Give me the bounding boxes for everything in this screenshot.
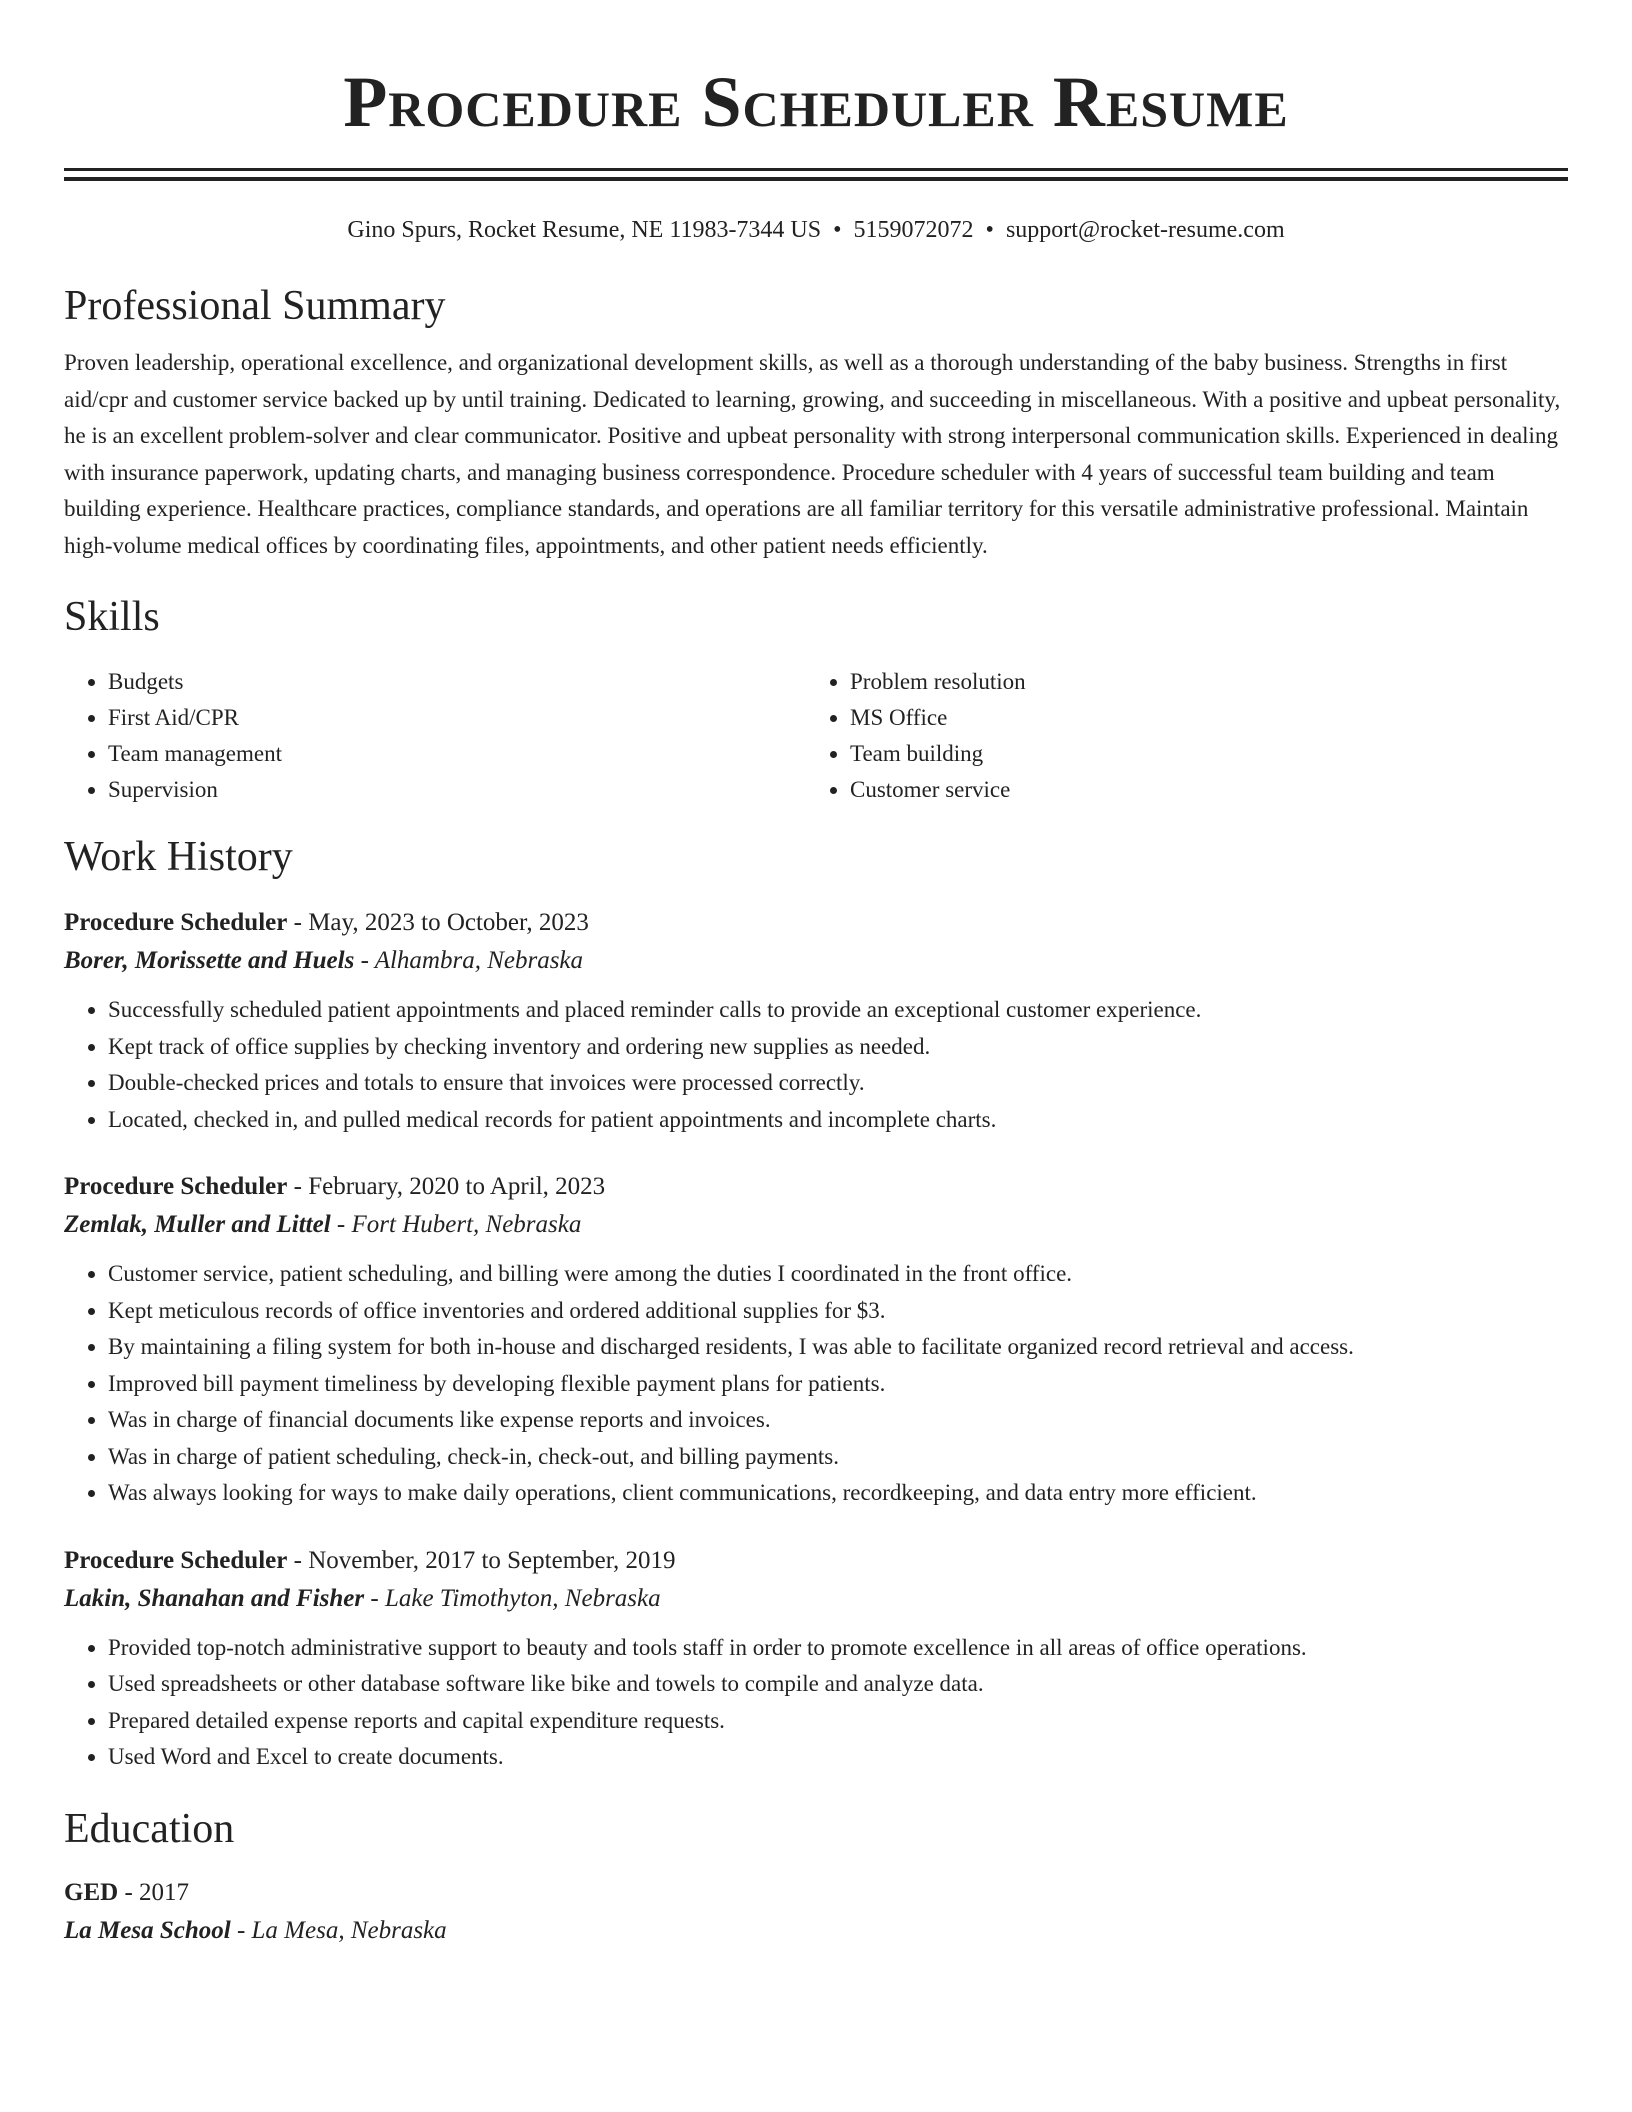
page-title: Procedure Scheduler Resume [343, 62, 1289, 142]
company-location: Lake Timothyton, Nebraska [384, 1584, 661, 1612]
job-dates: November, 2017 to September, 2019 [308, 1546, 676, 1574]
skill-item: • Budgets [108, 664, 806, 700]
separator: - [330, 1211, 352, 1238]
duty-item: • Was in charge of financial documents like expense reports and invoices. [108, 1402, 1568, 1439]
skill-item: • First Aid/CPR [108, 700, 806, 736]
school-location: La Mesa, Nebraska [251, 1916, 447, 1944]
job-entry [64, 904, 1568, 1138]
job-title: Procedure Scheduler [64, 909, 288, 936]
company-name: Borer, Morissette and Huels [64, 947, 355, 974]
title-divider-thin [64, 168, 1568, 171]
company-name: Lakin, Shanahan and Fisher [64, 1584, 365, 1612]
contact-separator: • [985, 217, 994, 243]
contact-separator: • [833, 217, 842, 243]
duty-item: • Was always looking for ways to make daily operations, client communications, recordkeeping, and data entry more efficient. [108, 1475, 1568, 1512]
skill-item: • Team building [850, 736, 1548, 772]
company-name: Zemlak, Muller and Littel [64, 1211, 331, 1238]
skills-column-right [806, 664, 1548, 808]
separator: - [354, 947, 375, 974]
job-entry [64, 1542, 1568, 1776]
separator: - [287, 1173, 309, 1200]
job-duties [64, 992, 1568, 1138]
separator: - [364, 1584, 385, 1612]
job-entry [64, 1168, 1568, 1512]
summary-heading: Professional Summary [64, 283, 446, 329]
duty-item: • Improved bill payment timeliness by developing flexible payment plans for patients. [108, 1366, 1568, 1403]
duty-item: • Was in charge of patient scheduling, check-in, check-out, and billing payments. [108, 1439, 1568, 1476]
separator: - [287, 909, 309, 936]
job-duties [64, 1630, 1568, 1776]
separator: - [287, 1546, 309, 1574]
work-history-heading: Work History [64, 834, 293, 880]
skill-item: • MS Office [850, 700, 1548, 736]
duty-item: • Prepared detailed expense reports and capital expenditure requests. [108, 1703, 1568, 1740]
skill-item: • Problem resolution [850, 664, 1548, 700]
job-dates: February, 2020 to April, 2023 [308, 1173, 606, 1200]
skills-column-left [64, 664, 806, 808]
company-line [64, 1206, 1568, 1244]
duty-item: • Used spreadsheets or other database software like bike and towels to compile and analyze data. [108, 1666, 1568, 1703]
job-title-line [64, 904, 1568, 942]
job-title: Procedure Scheduler [64, 1546, 288, 1574]
education-entry [64, 1874, 1568, 1950]
job-duties [64, 1256, 1568, 1512]
duty-item: • Kept meticulous records of office inventories and ordered additional supplies for $3. [108, 1293, 1568, 1330]
skills-list [64, 664, 1568, 808]
summary-text: Proven leadership, operational excellence, and organizational development skills, as well as a thorough understanding of the baby business. Strengths in first aid/cpr and customer service backed up by until training. Dedicated to learning, growing, and succeeding in miscellaneous. With a positive and upbeat personality, he is an excellent problem-solver and clear communicator. Positive and upbeat personality with strong interpersonal communication skills. Experienced in dealing with insurance paperwork, updating charts, and managing business correspondence. Procedure scheduler with 4 years of successful team building and team building experience. Healthcare practices, compliance standards, and operations are all familiar territory for this versatile administrative professional. Maintain high-volume medical offices by coordinating files, appointments, and other patient needs efficiently. [64, 350, 1561, 558]
title-divider-thick [64, 177, 1568, 181]
job-title-line [64, 1542, 1568, 1580]
job-title-line [64, 1168, 1568, 1206]
duty-item: • Used Word and Excel to create documents. [108, 1739, 1568, 1776]
duty-item: • Customer service, patient scheduling, and billing were among the duties I coordinated in the front office. [108, 1256, 1568, 1293]
company-line [64, 942, 1568, 980]
separator: - [230, 1916, 252, 1944]
contact-email: support@rocket-resume.com [1005, 217, 1285, 243]
degree: GED [64, 1878, 119, 1906]
contact-address: Gino Spurs, Rocket Resume, NE 11983-7344 US [347, 217, 822, 243]
duty-item: • Successfully scheduled patient appointments and placed reminder calls to provide an exceptional customer experience. [108, 992, 1568, 1029]
skill-item: • Team management [108, 736, 806, 772]
duty-item: • Kept track of office supplies by checking inventory and ordering new supplies as needed. [108, 1029, 1568, 1066]
separator: - [118, 1878, 140, 1906]
job-title: Procedure Scheduler [64, 1173, 288, 1200]
duty-item: • Provided top-notch administrative support to beauty and tools staff in order to promote excellence in all areas of office operations. [108, 1630, 1568, 1667]
school-line [64, 1912, 1568, 1950]
graduation-year: 2017 [139, 1878, 190, 1906]
duty-item: • By maintaining a filing system for both in-house and discharged residents, I was able to facilitate organized record retrieval and access. [108, 1329, 1568, 1366]
skills-heading: Skills [64, 594, 160, 640]
skill-item: • Customer service [850, 772, 1548, 808]
duty-item: • Located, checked in, and pulled medical records for patient appointments and incomplete charts. [108, 1102, 1568, 1139]
company-location: Alhambra, Nebraska [374, 947, 584, 974]
education-heading: Education [64, 1805, 235, 1852]
contact-phone: 5159072072 [853, 217, 974, 243]
skill-item: • Supervision [108, 772, 806, 808]
company-location: Fort Hubert, Nebraska [351, 1211, 582, 1238]
job-dates: May, 2023 to October, 2023 [308, 909, 589, 936]
degree-line [64, 1874, 1568, 1912]
company-line [64, 1580, 1568, 1618]
school-name: La Mesa School [64, 1916, 231, 1944]
contact-line [64, 215, 1568, 245]
duty-item: • Double-checked prices and totals to ensure that invoices were processed correctly. [108, 1065, 1568, 1102]
